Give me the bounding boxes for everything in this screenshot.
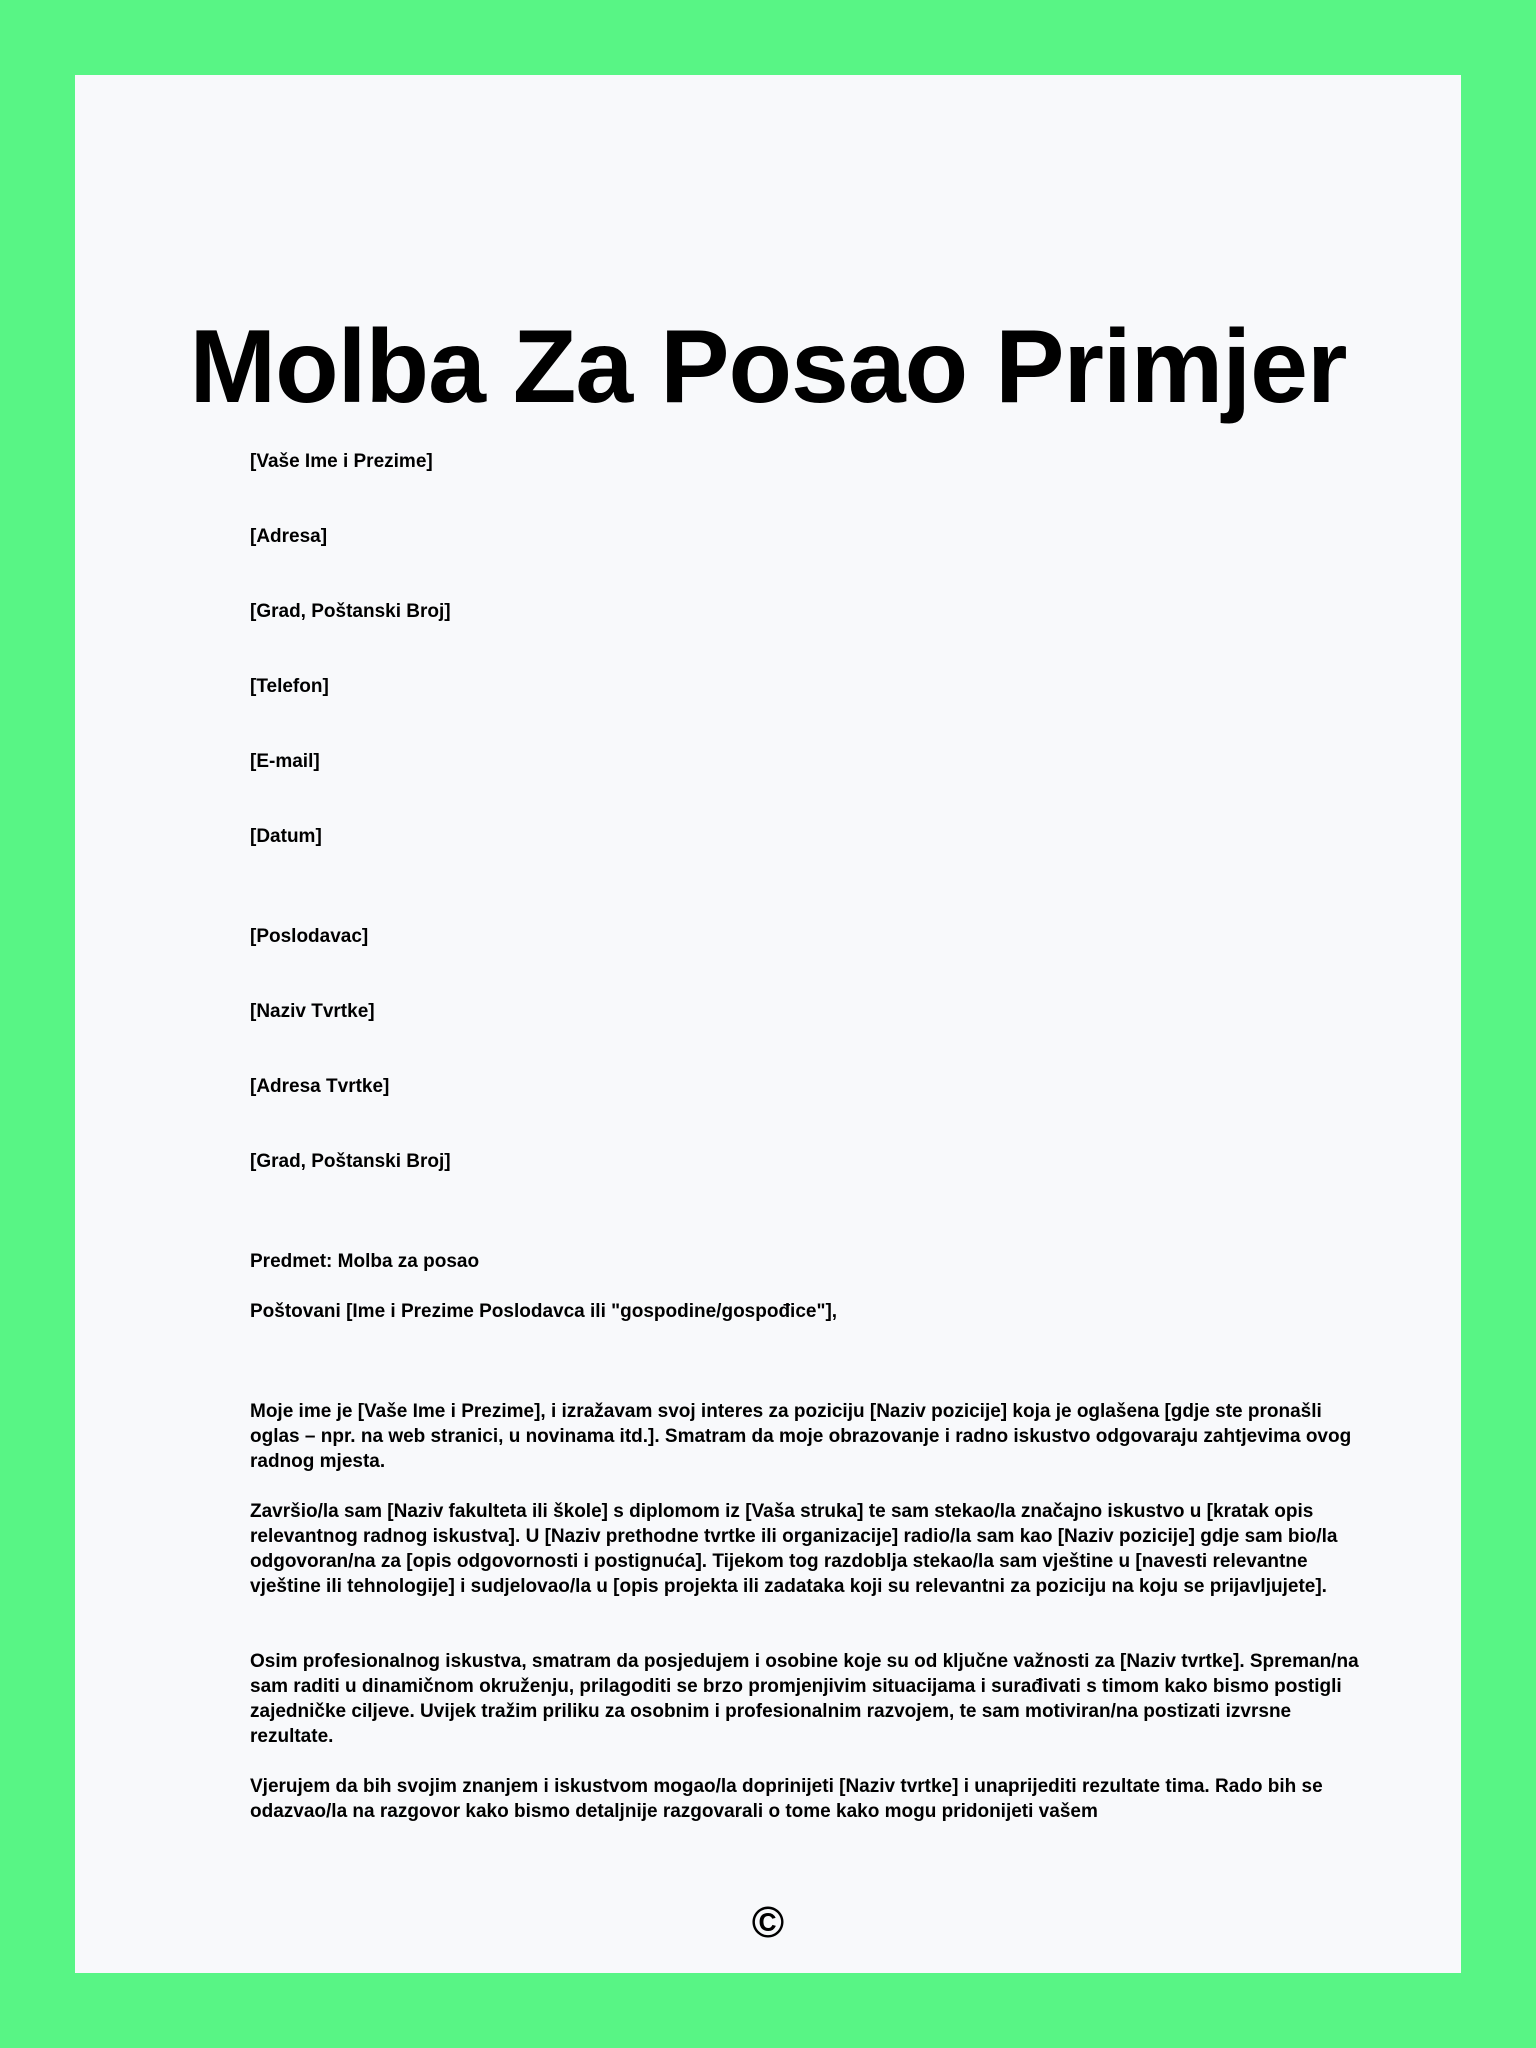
body-paragraph-1: Moje ime je [Vaše Ime i Prezime], i izražavam svoj interes za poziciju [Naziv pozicije] koja je oglašena [gdje ste pronašli oglas – npr. na web stranici, u novinama itd.]. Smatram da moje obrazovanje i radno iskustvo odgovaraju zahtjevima ovog radnog mjesta. [250, 1401, 1352, 1472]
document-page [75, 75, 1461, 1973]
sender-city-zip: [Grad, Poštanski Broj] [250, 601, 451, 622]
sender-phone: [Telefon] [250, 676, 329, 697]
body-paragraph-2: Završio/la sam [Naziv fakulteta ili škole] s diplomom iz [Vaša struka] te sam stekao/la značajno iskustvo u [kratak opis relevantnog radnog iskustva]. U [Naziv prethodne tvrtke ili organizacije] radio/la sam kao [Naziv pozicije] gdje sam bio/la odgovoran/na za [opis odgovornosti i postignuća]. Tijekom tog razdoblja stekao/la sam vještine u [navesti relevantne vještine ili tehnologije] i sudjelovao/la u [opis projekta ili zadataka koji su relevantni za poziciju na koju se prijavljujete]. [250, 1501, 1338, 1597]
body-paragraph-3: Osim profesionalnog iskustva, smatram da posjedujem i osobine koje su od ključne važnosti za [Naziv tvrtke]. Spreman/na sam raditi u dinamičnom okruženju, prilagoditi se brzo promjenjivim situacijama i surađivati s timom kako bismo postigli zajedničke ciljeve. Uvijek tražim priliku za osobnim i profesionalnim razvojem, te sam motiviran/na postizati izvrsne rezultate. [250, 1651, 1359, 1747]
recipient-city-zip: [Grad, Poštanski Broj] [250, 1151, 451, 1172]
sender-email: [E-mail] [250, 751, 320, 772]
letter-date: [Datum] [250, 826, 322, 847]
recipient-employer: [Poslodavac] [250, 926, 369, 947]
document-title: Molba Za Posao Primjer [189, 309, 1347, 425]
letter-salutation: Poštovani [Ime i Prezime Poslodavca ili "gospodine/gospođice"], [250, 1301, 838, 1322]
body-paragraph-4: Vjerujem da bih svojim znanjem i iskustvom mogao/la doprinijeti [Naziv tvrtke] i unaprijediti rezultate tima. Rado bih se odazvao/la na razgovor kako bismo detaljnije razgovarali o tome kako mogu pridonijeti vašem [250, 1776, 1323, 1822]
sender-name: [Vaše Ime i Prezime] [250, 451, 433, 472]
copyright-icon: © [751, 1898, 785, 1947]
recipient-company: [Naziv Tvrtke] [250, 1001, 375, 1022]
recipient-company-address: [Adresa Tvrtke] [250, 1076, 390, 1097]
sender-address: [Adresa] [250, 526, 328, 547]
letter-subject: Predmet: Molba za posao [250, 1251, 480, 1272]
